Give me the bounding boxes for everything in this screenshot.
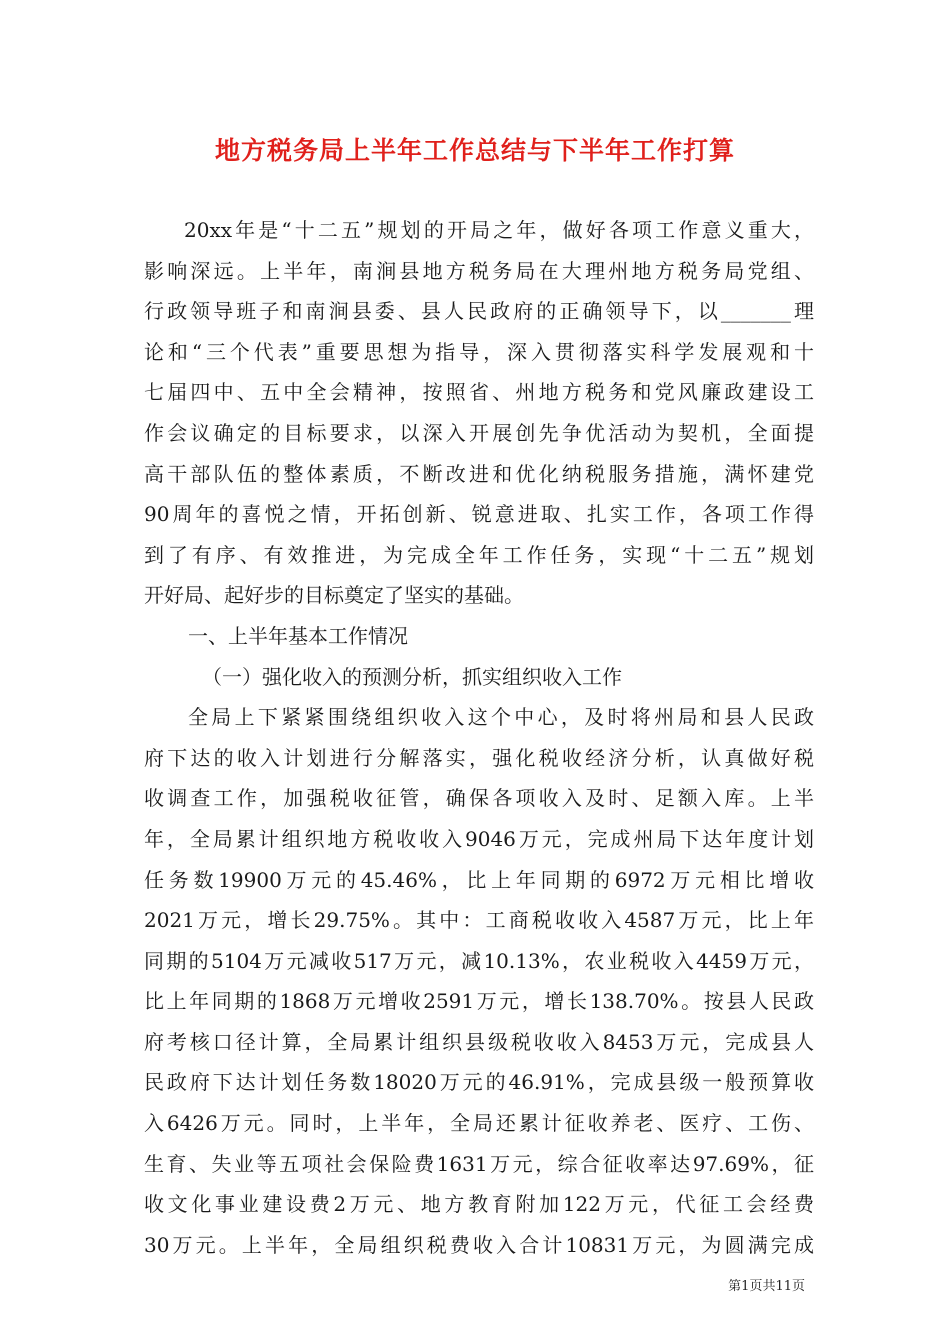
section-heading: 一、上半年基本工作情况 <box>188 623 408 648</box>
paragraph-line: 年，全局累计组织地方税收收入9046万元，完成州局下达年度计划 <box>144 826 814 851</box>
paragraph-line: 作会议确定的目标要求，以深入开展创先争优活动为契机，全面提 <box>144 420 814 445</box>
paragraph-line: 2021万元，增长29.75%。其中：工商税收收入4587万元，比上年 <box>144 908 814 933</box>
paragraph-line: 生育、失业等五项社会保险费1631万元，综合征收率达97.69%，征 <box>144 1151 814 1176</box>
paragraph-line: 高干部队伍的整体素质，不断改进和优化纳税服务措施，满怀建党 <box>144 461 814 486</box>
paragraph-line: 全局上下紧紧围绕组织收入这个中心，及时将州局和县人民政 <box>188 705 814 730</box>
paragraph-line: 到了有序、有效推进，为完成全年工作任务，实现“十二五”规划 <box>144 542 814 567</box>
paragraph-line: 七届四中、五中全会精神，按照省、州地方税务和党风廉政建设工 <box>144 380 814 405</box>
paragraph-line: 民政府下达计划任务数18020万元的46.91%，完成县级一般预算收 <box>144 1070 814 1095</box>
subsection-heading: （一）强化收入的预测分析，抓实组织收入工作 <box>202 664 622 689</box>
paragraph-line: 入6426万元。同时，上半年，全局还累计征收养老、医疗、工伤、 <box>144 1111 814 1136</box>
paragraph-line: 府下达的收入计划进行分解落实，强化税收经济分析，认真做好税 <box>144 745 814 770</box>
document-body <box>144 210 814 1265</box>
paragraph-line: 府考核口径计算，全局累计组织县级税收收入8453万元，完成县人 <box>144 1029 814 1054</box>
page-number: 第1页共11页 <box>728 1279 805 1294</box>
document-title: 地方税务局上半年工作总结与下半年工作打算 <box>214 136 735 165</box>
paragraph-line: 同期的5104万元减收517万元，减10.13%，农业税收入4459万元， <box>144 948 814 973</box>
paragraph-line: 行政领导班子和南涧县委、县人民政府的正确领导下，以_______理 <box>144 299 814 324</box>
paragraph-line: 90周年的喜悦之情，开拓创新、锐意进取、扎实工作，各项工作得 <box>144 502 814 527</box>
paragraph-line: 30万元。上半年，全局组织税费收入合计10831万元，为圆满完成 <box>144 1232 814 1257</box>
paragraph-line: 比上年同期的1868万元增收2591万元，增长138.70%。按县人民政 <box>144 989 814 1014</box>
paragraph-line: 影响深远。上半年，南涧县地方税务局在大理州地方税务局党组、 <box>144 258 814 283</box>
paragraph-line: 20xx年是“十二五”规划的开局之年，做好各项工作意义重大， <box>184 218 814 242</box>
paragraph-line: 论和“三个代表”重要思想为指导，深入贯彻落实科学发展观和十 <box>144 339 814 364</box>
paragraph-line: 任务数19900万元的45.46%，比上年同期的6972万元相比增收 <box>144 867 814 892</box>
paragraph-line: 收文化事业建设费2万元、地方教育附加122万元，代征工会经费 <box>144 1192 814 1217</box>
paragraph-line: 收调查工作，加强税收征管，确保各项收入及时、足额入库。上半 <box>144 786 814 811</box>
paragraph-line: 开好局、起好步的目标奠定了坚实的基础。 <box>144 583 524 608</box>
